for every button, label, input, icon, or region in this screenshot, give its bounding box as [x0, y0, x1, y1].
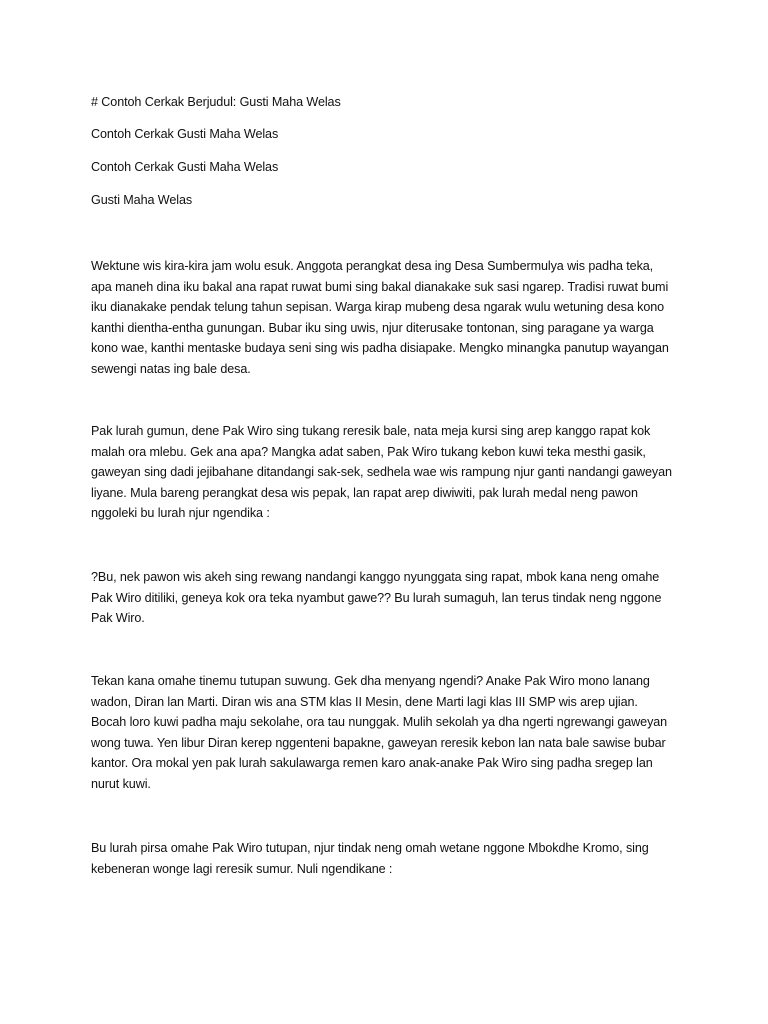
paragraph-line: ?Bu, nek pawon wis akeh sing rewang nandangi kanggo nyunggata sing rapat, mbok kana neng omahe — [91, 570, 660, 584]
paragraph — [91, 256, 691, 380]
paragraph-line: Tekan kana omahe tinemu tutupan suwung. Gek dha menyang ngendi? Anake Pak Wiro mono lanang — [91, 674, 650, 688]
paragraph — [91, 671, 691, 795]
paragraph-line: kono wae, kanthi mentaske budaya seni sing wis padha disiapake. Mengko minangka panutup wayangan — [91, 341, 669, 356]
paragraph-line: nggoleki bu lurah njur ngendika : — [91, 506, 270, 521]
paragraph-line: iku dianakake pendak telung tahun sepisan. Warga kirap mubeng desa ngarak wulu wetuning desa kono — [91, 300, 665, 315]
paragraph-line: Pak lurah gumun, dene Pak Wiro sing tukang reresik bale, nata meja kursi sing arep kanggo rapat kok — [91, 424, 651, 438]
paragraph-line: kanthi dientha-entha gunungan. Bubar iku sing uwis, njur diterusake tontonan, sing paragane ya warga — [91, 320, 654, 335]
document-subheading: Contoh Cerkak Gusti Maha Welas — [91, 127, 279, 141]
paragraph-line: wadon, Diran lan Marti. Diran wis ana STM klas II Mesin, dene Marti lagi klas III SMP wis arep ujian. — [91, 694, 638, 709]
paragraph-line: kantor. Ora mokal yen pak lurah sakulawarga remen karo anak-anake Pak Wiro sing padha sregep lan — [91, 756, 653, 771]
paragraph-line: Bocah loro kuwi padha maju sekolahe, ora tau nunggak. Mulih sekolah ya dha ngerti ngrewangi gaweyan — [91, 715, 668, 730]
document-subheading: Contoh Cerkak Gusti Maha Welas — [91, 160, 279, 174]
paragraph-line: Pak Wiro. — [91, 611, 145, 626]
paragraph-line: Bu lurah pirsa omahe Pak Wiro tutupan, njur tindak neng omah wetane nggone Mbokdhe Kromo, sing — [91, 841, 649, 855]
paragraph-line: Pak Wiro ditiliki, geneya kok ora teka nyambut gawe?? Bu lurah sumaguh, lan terus tindak neng nggone — [91, 590, 662, 605]
paragraph-line: gaweyan sing dadi jejibahane ditandangi sak-sek, sedhela wae wis rampung njur ganti nandangi gaweyan — [91, 465, 672, 480]
paragraph-line: nurut kuwi. — [91, 776, 151, 791]
paragraph-line: sewengi natas ing bale desa. — [91, 361, 251, 376]
paragraph-line: kebeneran wonge lagi reresik sumur. Nuli ngendikane : — [91, 861, 393, 876]
document-title: Gusti Maha Welas — [91, 193, 193, 207]
paragraph-line: liyane. Mula bareng perangkat desa wis pepak, lan rapat arep diwiwiti, pak lurah medal neng pawon — [91, 485, 638, 500]
document-heading: # Contoh Cerkak Berjudul: Gusti Maha Welas — [91, 95, 341, 109]
paragraph-line: malah ora mlebu. Gek ana apa? Mangka adat saben, Pak Wiro tukang kebon kuwi teka mesthi gasik, — [91, 444, 646, 459]
paragraph — [91, 421, 691, 524]
paragraph — [91, 838, 691, 879]
paragraph — [91, 567, 691, 629]
paragraph-line: apa maneh dina iku bakal ana rapat ruwat bumi sing bakal dianakake suk sasi ngarep. Tradisi ruwat bumi — [91, 279, 669, 294]
paragraph-line: wong tuwa. Yen libur Diran kerep nggenteni bapakne, gaweyan reresik kebon lan nata bale sawise bubar — [91, 735, 666, 750]
paragraph-line: Wektune wis kira-kira jam wolu esuk. Anggota perangkat desa ing Desa Sumbermulya wis padha teka, — [91, 259, 654, 273]
